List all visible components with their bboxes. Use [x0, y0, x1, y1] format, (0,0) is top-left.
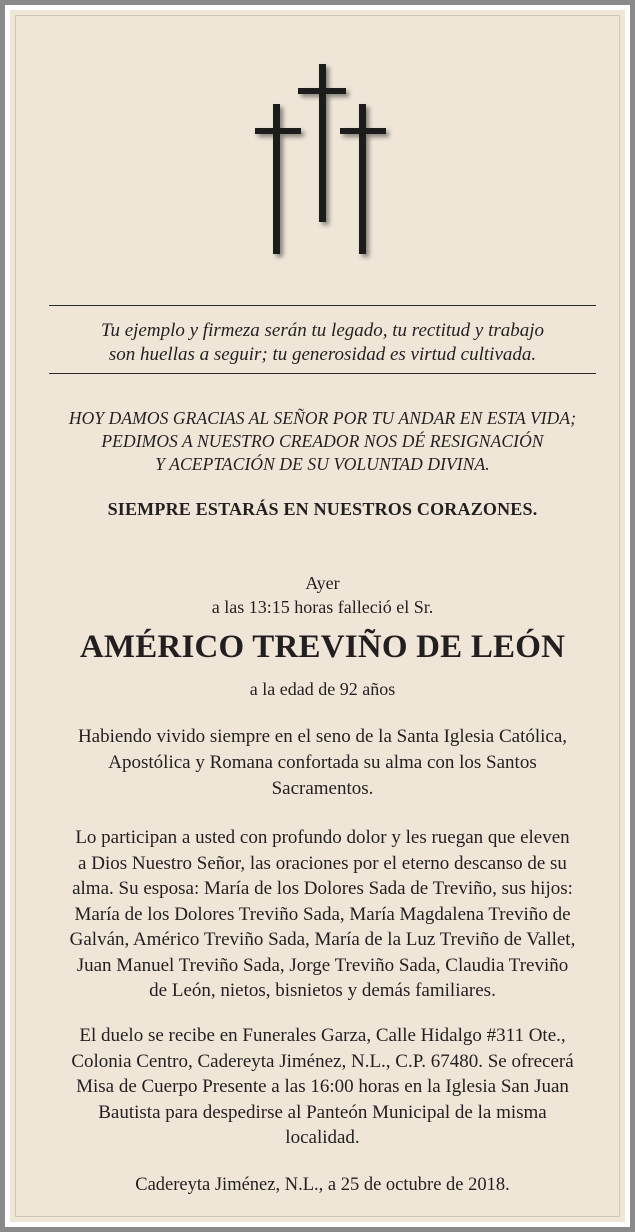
service-paragraph: [35, 1023, 610, 1151]
epigraph-line-1: Tu ejemplo y firmeza serán tu legado, tu rectitud y trabajo: [100, 320, 545, 341]
faith-line: Apostólica y Romana confortada su alma con los Santos: [108, 752, 537, 773]
announcement-age: a la edad de 92 años: [249, 679, 396, 699]
service-line: localidad.: [285, 1127, 360, 1148]
service-line: Misa de Cuerpo Presente a las 16:00 horas en la Iglesia San Juan: [76, 1076, 569, 1097]
family-line: de León, nietos, bisnietos y demás familiares.: [149, 980, 496, 1001]
service-line: El duelo se recibe en Funerales Garza, Calle Hidalgo #311 Ote.,: [79, 1025, 566, 1046]
place-and-date: Cadereyta Jiménez, N.L., a 25 de octubre de 2018.: [135, 1175, 510, 1195]
family-line: a Dios Nuestro Señor, las oraciones por el eterno descanso de su: [78, 852, 567, 874]
family-line: Juan Manuel Treviño Sada, Jorge Treviño Sada, Claudia Treviño: [76, 954, 569, 976]
bottom-rule: [49, 373, 596, 374]
motto: SIEMPRE ESTARÁS EN NUESTROS CORAZONES.: [107, 499, 538, 519]
faith-paragraph: [35, 724, 610, 802]
top-rule: [49, 305, 596, 306]
three-crosses-icon: [243, 60, 403, 270]
family-line: alma. Su esposa: María de los Dolores Sada de Treviño, sus hijos:: [72, 878, 573, 899]
service-line: Bautista para despedirse al Panteón Municipal de la misma: [98, 1101, 547, 1123]
epigraph-line-2: son huellas a seguir; tu generosidad es virtud cultivada.: [108, 344, 537, 365]
family-paragraph: [35, 825, 610, 1004]
prayer-line-2: PEDIMOS A NUESTRO CREADOR NOS DÉ RESIGNACIÓN: [101, 431, 544, 451]
prayer-line-1: HOY DAMOS GRACIAS AL SEÑOR POR TU ANDAR EN ESTA VIDA;: [68, 408, 577, 428]
prayer-line-3: Y ACEPTACIÓN DE SU VOLUNTAD DIVINA.: [155, 454, 490, 474]
family-line: Galván, Américo Treviño Sada, María de la Luz Treviño de Vallet,: [69, 929, 576, 950]
service-line: Colonia Centro, Cadereyta Jiménez, N.L., C.P. 67480. Se ofrecerá: [71, 1050, 574, 1072]
family-line: María de los Dolores Treviño Sada, María Magdalena Treviño de: [74, 903, 571, 925]
family-line: Lo participan a usted con profundo dolor y les ruegan que eleven: [75, 827, 570, 848]
faith-line: Sacramentos.: [271, 778, 374, 799]
faith-line: Habiendo vivido siempre en el seno de la Santa Iglesia Católica,: [77, 726, 568, 747]
announcement-day: Ayer: [305, 573, 340, 593]
deceased-name: AMÉRICO TREVIÑO DE LEÓN: [79, 629, 566, 665]
announcement-time: a las 13:15 horas falleció el Sr.: [211, 597, 434, 617]
